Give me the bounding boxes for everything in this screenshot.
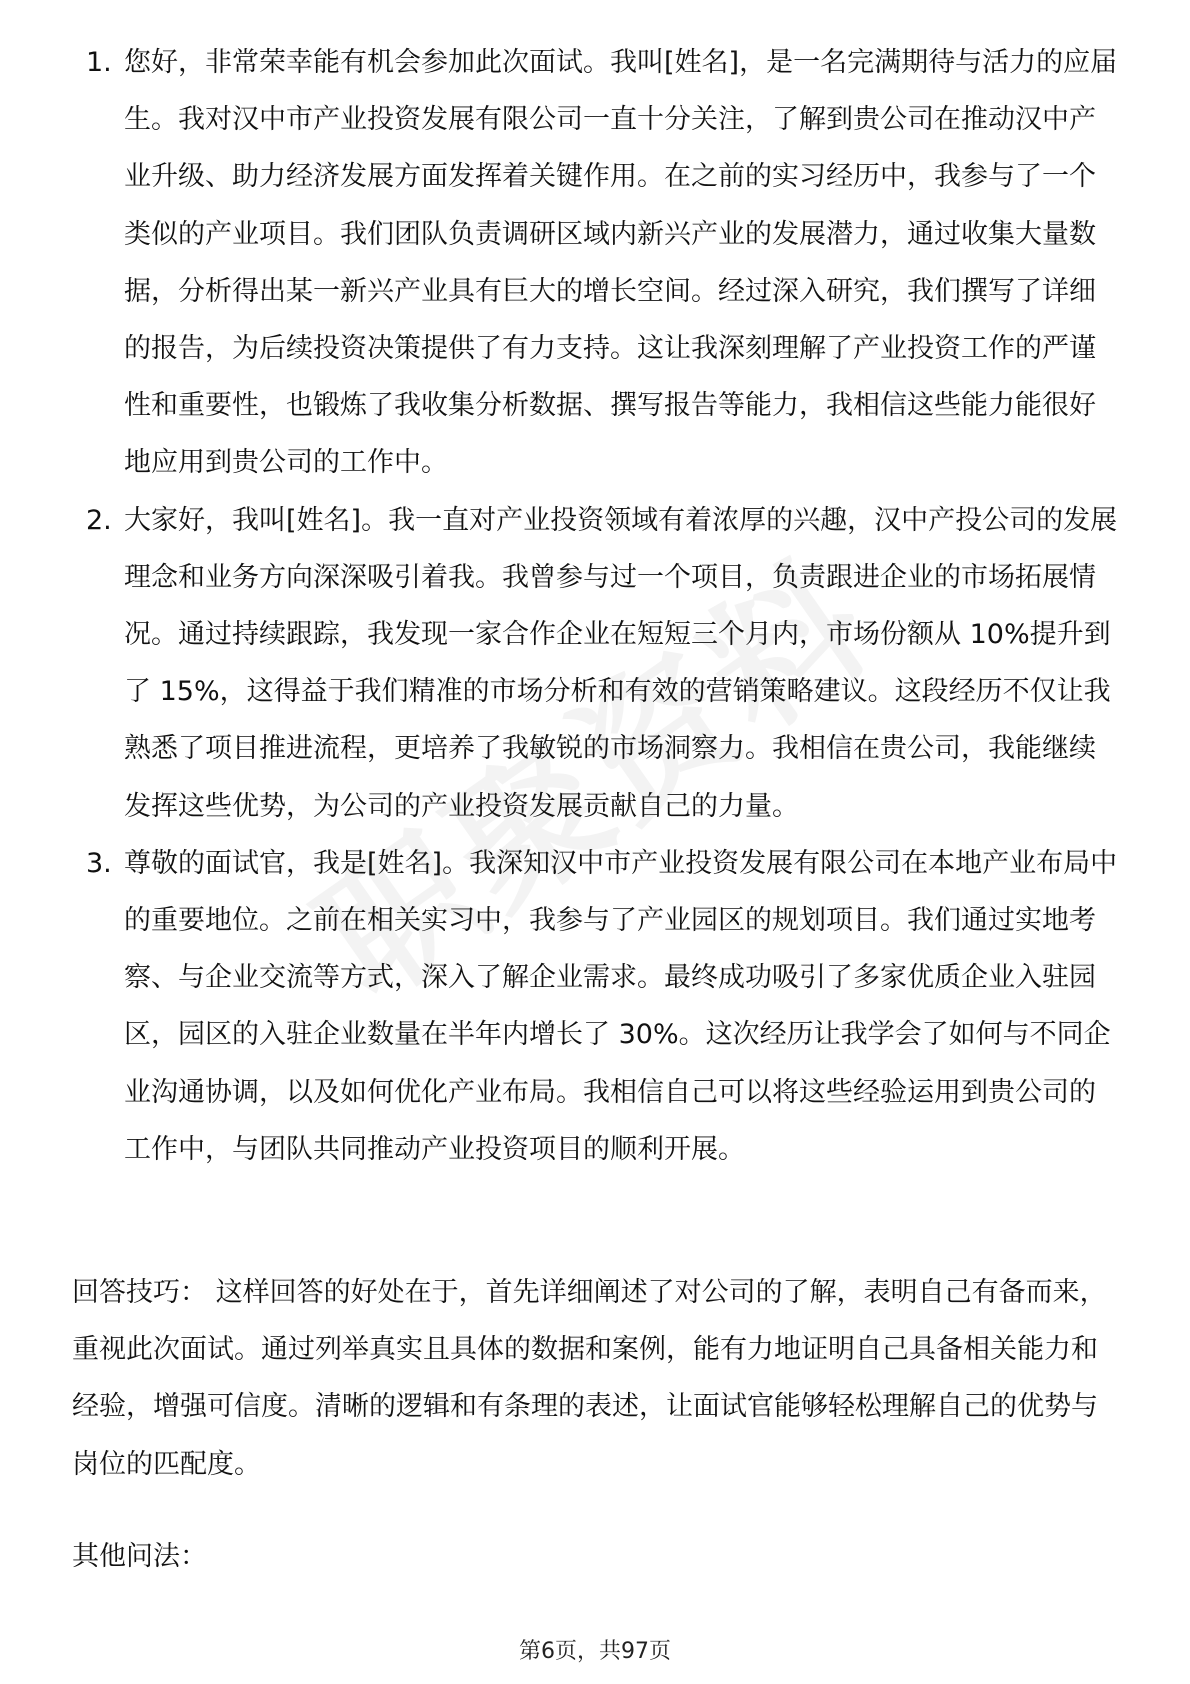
answer-text: 大家好，我叫[姓名]。我一直对产业投资领域有着浓厚的兴趣，汉中产投公司的发展理念和业务方向深深吸引着我。我曾参与过一个项目，负责跟进企业的市场拓展情况。通过持续跟踪，我发现一家合作企业在短短三个月内，市场份额从 10%提升到了 15%，这得益于我们精准的市场分析和有效的营销策略建议。这段经历不仅让我熟悉了项目推进流程，更培养了我敏锐的市场洞察力。我相信在贵公司，我能继续发挥这些优势，为公司的产业投资发展贡献自己的力量。 xyxy=(124,504,1118,822)
answer-item-2 xyxy=(72,492,1122,835)
answer-number: 2. xyxy=(86,504,112,536)
answer-text: 您好，非常荣幸能有机会参加此次面试。我叫[姓名]，是一名完满期待与活力的应届生。我对汉中市产业投资发展有限公司一直十分关注，了解到贵公司在推动汉中产业升级、助力经济发展方面发挥着关键作用。在之前的实习经历中，我参与了一个类似的产业项目。我们团队负责调研区域内新兴产业的发展潜力，通过收集大量数据，分析得出某一新兴产业具有巨大的增长空间。经过深入研究，我们撰写了详细的报告，为后续投资决策提供了有力支持。这让我深刻理解了产业投资工作的严谨性和重要性，也锻炼了我收集分析数据、撰写报告等能力，我相信这些能力能很好地应用到贵公司的工作中。 xyxy=(124,47,1118,479)
other-questions-label: 其他问法： xyxy=(72,1541,207,1572)
tips-label: 回答技巧： xyxy=(72,1277,207,1308)
answer-tips xyxy=(72,1264,1122,1493)
answer-item-3 xyxy=(72,835,1122,1178)
answer-number: 1. xyxy=(86,47,112,78)
answer-text: 尊敬的面试官，我是[姓名]。我深知汉中市产业投资发展有限公司在本地产业布局中的重要地位。之前在相关实习中，我参与了产业园区的规划项目。我们通过实地考察、与企业交流等方式，深入了解企业需求。最终成功吸引了多家优质企业入驻园区，园区的入驻企业数量在半年内增长了 30%。这次经历让我学会了如何与不同企业沟通协调，以及如何优化产业布局。我相信自己可以将这些经验运用到贵公司的工作中，与团队共同推动产业投资项目的顺利开展。 xyxy=(124,847,1118,1165)
page-indicator: 第6页，共97页 xyxy=(519,1639,671,1664)
sample-answers-list xyxy=(72,34,1122,1178)
answer-item-1 xyxy=(72,34,1122,492)
tips-text: 这样回答的好处在于，首先详细阐述了对公司的了解，表明自己有备而来，重视此次面试。通过列举真实且具体的数据和案例，能有力地证明自己具备相关能力和经验，增强可信度。清晰的逻辑和有条理的表述，让面试官能够轻松理解自己的优势与岗位的匹配度。 xyxy=(72,1277,1107,1480)
answer-number: 3. xyxy=(86,847,112,879)
